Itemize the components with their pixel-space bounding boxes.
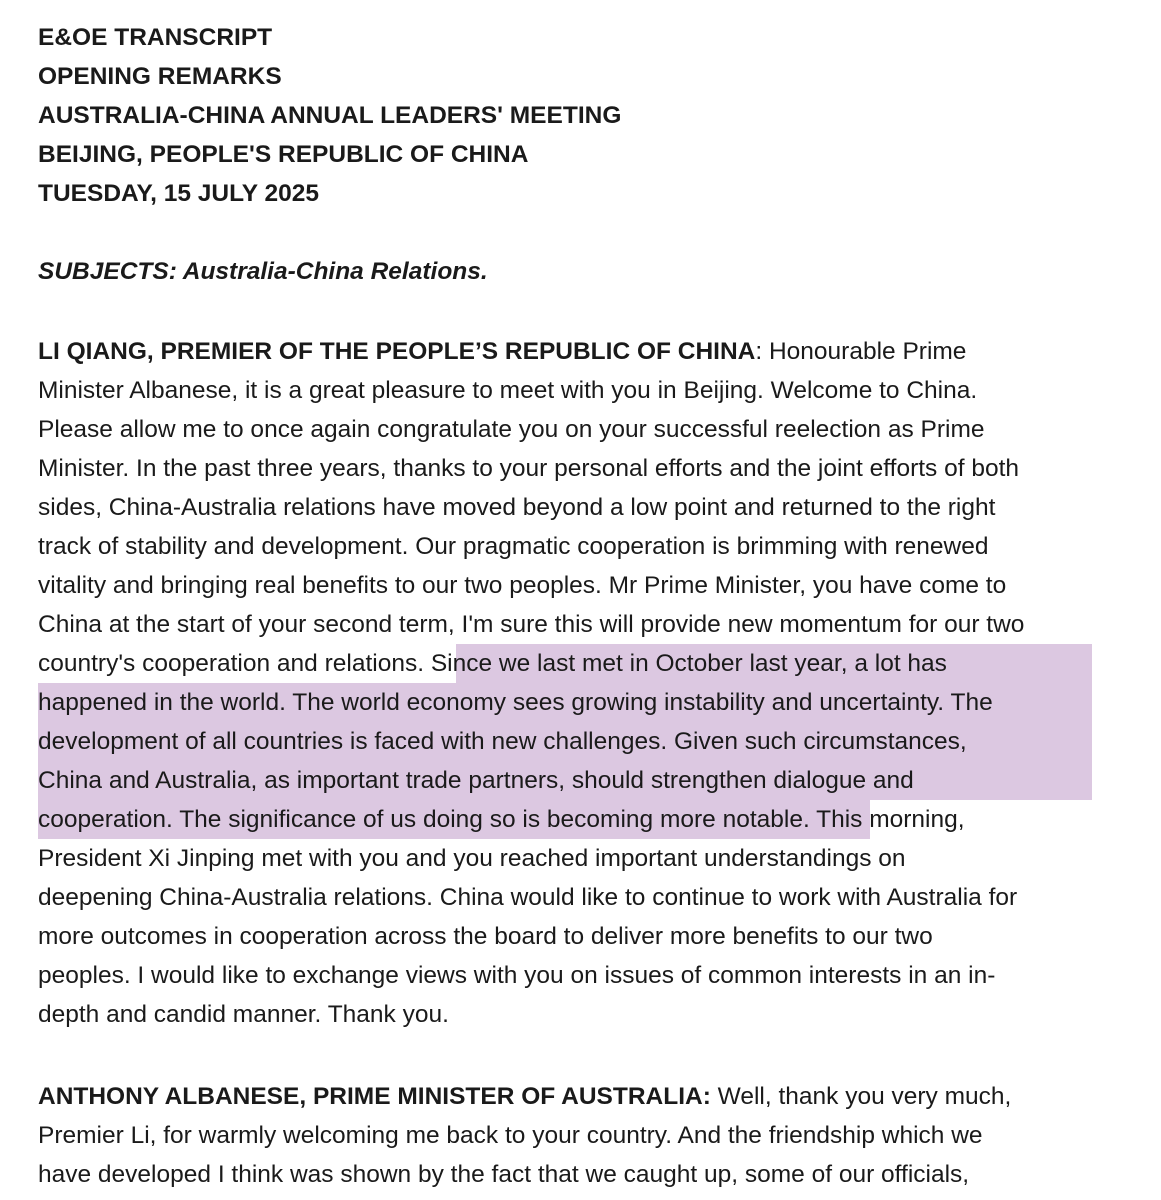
text-segment: deepening China-Australia relations. China would like to continue to work with Australia for — [38, 884, 1018, 911]
text-line — [38, 878, 1138, 917]
text-segment: Minister. In the past three years, thanks to your personal efforts and the joint efforts of both — [38, 455, 1020, 482]
text-line — [38, 449, 1138, 488]
speaker-paragraph-li-qiang — [38, 332, 1138, 1034]
transcript-document — [38, 18, 1138, 291]
highlighted-text: development of all countries is faced with new challenges. Given such circumstances, — [38, 728, 967, 755]
text-segment: Please allow me to once again congratulate you on your successful reelection as Prime — [38, 416, 985, 443]
header-location: BEIJING, PEOPLE'S REPUBLIC OF CHINA — [38, 141, 529, 168]
text-line — [38, 839, 1138, 878]
header-event-title: AUSTRALIA-CHINA ANNUAL LEADERS' MEETING — [38, 102, 622, 129]
text-line — [38, 917, 1138, 956]
text-line — [38, 1155, 1138, 1194]
text-segment: Premier Li, for warmly welcoming me back to your country. And the friendship which we — [38, 1122, 983, 1149]
text-line — [38, 488, 1138, 527]
text-line — [38, 371, 1138, 410]
speaker-name: ANTHONY ALBANESE, PRIME MINISTER OF AUSTRALIA: — [38, 1083, 711, 1110]
text-line — [38, 566, 1138, 605]
header-remarks-type: OPENING REMARKS — [38, 63, 282, 90]
text-segment: China at the start of your second term, I'm sure this will provide new momentum for our two — [38, 611, 1025, 638]
text-segment: President Xi Jinping met with you and you reached important understandings on — [38, 845, 906, 872]
text-segment: vitality and bringing real benefits to our two peoples. Mr Prime Minister, you have come to — [38, 572, 1007, 599]
text-line — [38, 683, 1138, 722]
header-transcript-type: E&OE TRANSCRIPT — [38, 24, 273, 51]
text-segment: depth and candid manner. Thank you. — [38, 1001, 449, 1028]
text-segment: peoples. I would like to exchange views with you on issues of common interests in an in- — [38, 962, 996, 989]
text-line — [38, 1077, 1138, 1116]
text-segment: track of stability and development. Our pragmatic cooperation is brimming with renewed — [38, 533, 989, 560]
text-segment: sides, China-Australia relations have moved beyond a low point and returned to the right — [38, 494, 996, 521]
text-segment: Minister Albanese, it is a great pleasure to meet with you in Beijing. Welcome to China. — [38, 377, 978, 404]
text-segment: country's cooperation and relations. — [38, 650, 431, 677]
text-segment: : Honourable Prime — [755, 338, 967, 365]
transcript-header — [38, 18, 1138, 213]
highlighted-text: China and Australia, as important trade partners, should strengthen dialogue and — [38, 767, 914, 794]
text-line — [38, 410, 1138, 449]
highlighted-text: cooperation. The significance of us doing so is becoming more notable. — [38, 806, 810, 833]
speaker-name: LI QIANG, PREMIER OF THE PEOPLE’S REPUBLIC OF CHINA — [38, 338, 756, 365]
text-line — [38, 722, 1138, 761]
subjects-line: SUBJECTS: Australia-China Relations. — [38, 258, 488, 285]
text-line — [38, 995, 1138, 1034]
text-line — [38, 956, 1138, 995]
text-segment: Well, thank you very much, — [710, 1083, 1012, 1110]
highlighted-text: Since we last met in October last year, a lot has — [430, 650, 947, 677]
text-line — [38, 1116, 1138, 1155]
text-line — [38, 644, 1138, 683]
text-line — [38, 800, 1138, 839]
text-line — [38, 761, 1138, 800]
text-line — [38, 332, 1138, 371]
text-segment: more outcomes in cooperation across the board to deliver more benefits to our two — [38, 923, 933, 950]
text-segment: have developed I think was shown by the fact that we caught up, some of our officials, — [38, 1161, 970, 1188]
text-line — [38, 527, 1138, 566]
header-date: TUESDAY, 15 JULY 2025 — [38, 180, 320, 207]
speaker-paragraph-albanese — [38, 1077, 1138, 1194]
text-line — [38, 605, 1138, 644]
text-segment: This morning, — [809, 806, 965, 833]
highlighted-text: happened in the world. The world economy sees growing instability and uncertainty. The — [38, 689, 993, 716]
